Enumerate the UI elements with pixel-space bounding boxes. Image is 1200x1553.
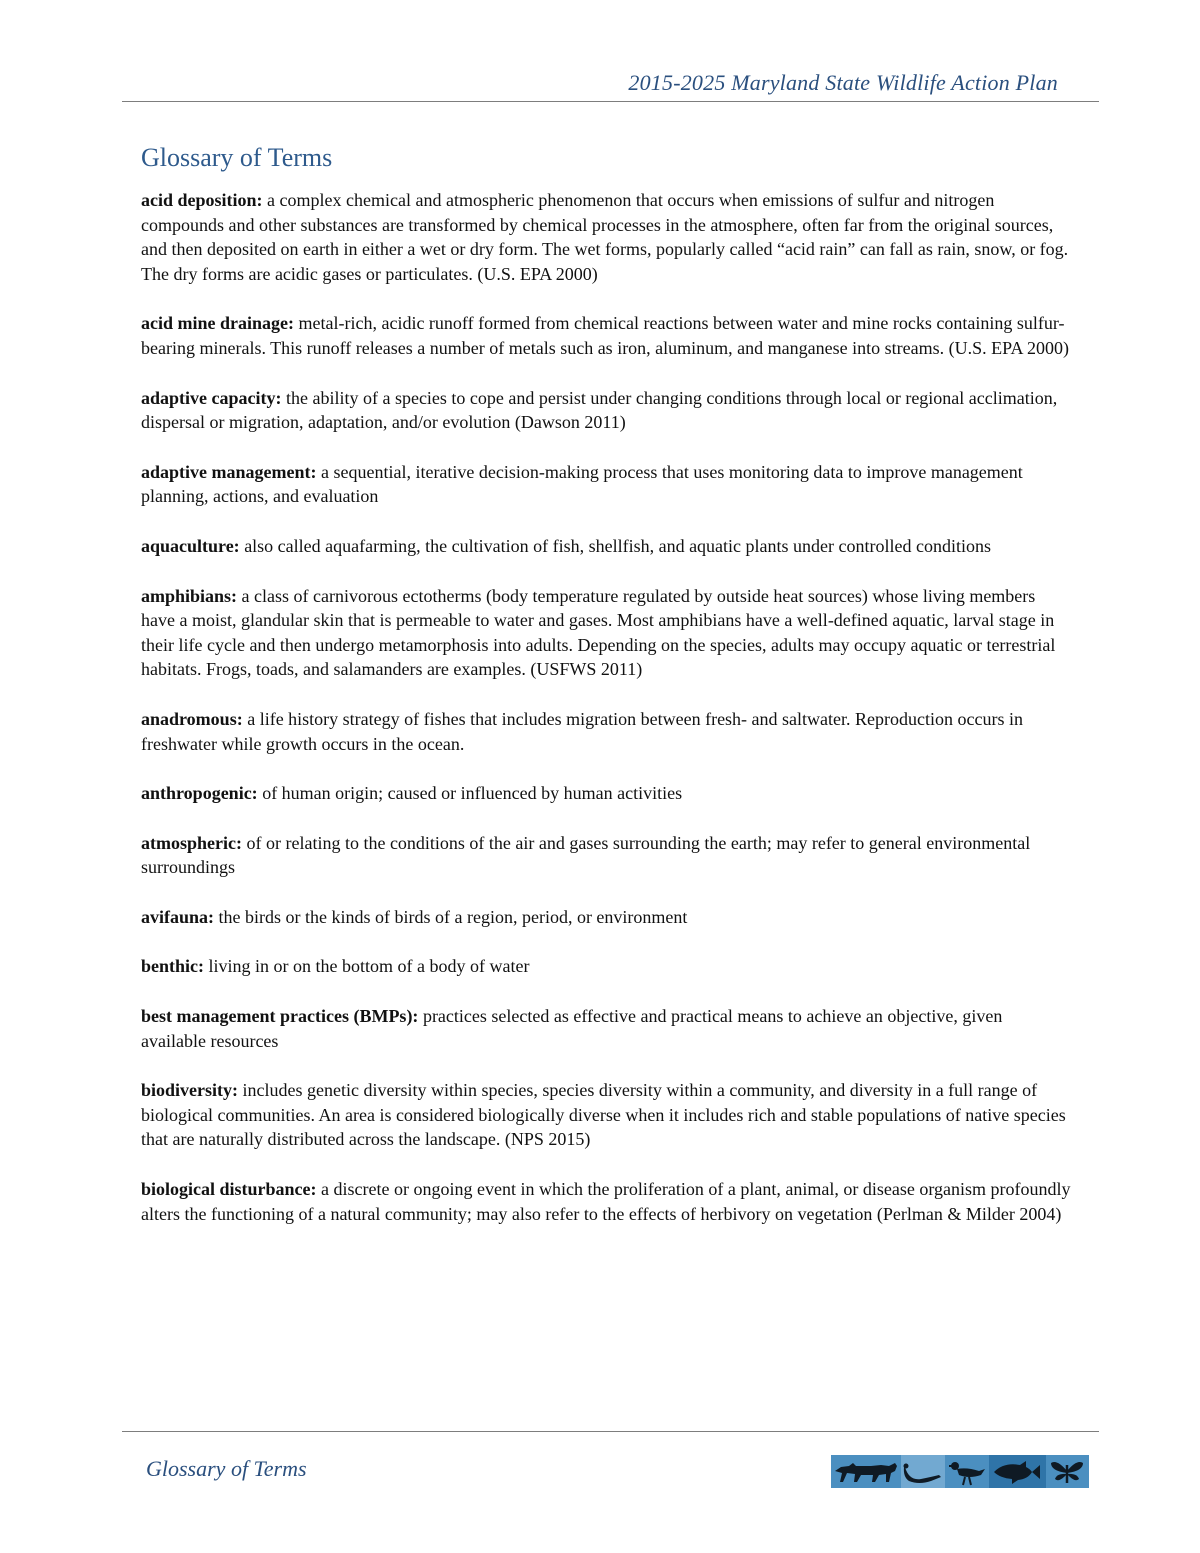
- glossary-entry: [141, 1004, 1071, 1053]
- glossary-definition: living in or on the bottom of a body of water: [204, 956, 530, 977]
- glossary-definition: a class of carnivorous ectotherms (body temperature regulated by outside heat sources) whose living members have a moist, glandular skin that is permeable to water and gases. Most amphibians have a well-defined aquatic, larval stage in their life cycle and then undergo metamorphosis into adults. Depending on the species, adults may occupy aquatic or terrestrial habitats. Frogs, toads, and salamanders are examples. (USFWS 2011): [141, 585, 1056, 680]
- glossary-term: anadromous:: [141, 708, 243, 729]
- shorebird-icon: [945, 1455, 989, 1488]
- running-header: 2015-2025 Maryland State Wildlife Action Plan: [628, 70, 1058, 95]
- glossary-definition: a complex chemical and atmospheric phenomenon that occurs when emissions of sulfur and nitrogen compounds and other substances are transformed by chemical processes in the atmosphere, often far from the original sources, and then deposited on earth in either a wet or dry form. The wet forms, popularly called “acid rain” can fall as rain, snow, or fog. The dry forms are acidic gases or particulates. (U.S. EPA 2000): [141, 190, 1069, 284]
- glossary-entry: [141, 831, 1071, 880]
- glossary-entry: [141, 781, 1071, 806]
- salamander-icon: [901, 1455, 945, 1488]
- glossary-entry: [141, 954, 1071, 979]
- glossary-term: avifauna:: [141, 906, 215, 927]
- glossary-term: biodiversity:: [141, 1080, 238, 1101]
- glossary-definition: includes genetic diversity within species, species diversity within a community, and diversity in a full range of biological communities. An area is considered biologically diverse when it includes rich and stable populations of native species that are naturally distributed across the landscape. (NPS 2015): [141, 1080, 1066, 1150]
- page-title: Glossary of Terms: [141, 143, 333, 172]
- glossary-term: adaptive management:: [141, 461, 317, 482]
- glossary-term: atmospheric:: [141, 832, 242, 853]
- glossary-entry: [141, 311, 1071, 360]
- glossary-definition: metal-rich, acidic runoff formed from chemical reactions between water and mine rocks containing sulfur-bearing minerals. This runoff releases a number of metals such as iron, aluminum, and manganese into streams. (U.S. EPA 2000): [141, 313, 1069, 358]
- glossary-entry: [141, 1177, 1071, 1226]
- glossary-definition: of or relating to the conditions of the air and gases surrounding the earth; may refer to general environmental surroundings: [141, 832, 1031, 878]
- butterfly-icon: [1046, 1455, 1089, 1488]
- glossary-definition: practices selected as effective and practical means to achieve an objective, given available resources: [141, 1006, 1003, 1051]
- glossary-definition: a life history strategy of fishes that includes migration between fresh- and saltwater. Reproduction occurs in freshwater while growth occurs in the ocean.: [141, 708, 1023, 754]
- glossary-term: benthic:: [141, 956, 204, 977]
- bobcat-icon: [831, 1455, 901, 1488]
- glossary-entry: [141, 707, 1071, 756]
- glossary-entry: [141, 386, 1071, 435]
- fish-icon: [989, 1455, 1046, 1488]
- glossary-definition: the ability of a species to cope and persist under changing conditions through local or regional acclimation, dispersal or migration, adaptation, and/or evolution (Dawson 2011): [141, 387, 1058, 433]
- footer-divider: [122, 1431, 1099, 1432]
- glossary-definition: also called aquafarming, the cultivation of fish, shellfish, and aquatic plants under controlled conditions: [239, 535, 991, 556]
- running-footer: Glossary of Terms: [146, 1456, 307, 1481]
- glossary-term: aquaculture:: [141, 535, 240, 556]
- glossary-term: best management practices (BMPs):: [141, 1006, 419, 1027]
- glossary-term: acid deposition:: [141, 190, 263, 210]
- glossary-entry: [141, 1078, 1071, 1152]
- glossary-definition: the birds or the kinds of birds of a region, period, or environment: [214, 906, 688, 927]
- glossary-entry: [141, 905, 1071, 930]
- glossary-term: amphibians:: [141, 585, 238, 606]
- wildlife-icon-strip: [831, 1455, 1089, 1488]
- glossary-content: [141, 142, 1071, 1251]
- header-divider: [122, 101, 1099, 102]
- glossary-definition: of human origin; caused or influenced by human activities: [257, 783, 683, 804]
- glossary-term: biological disturbance:: [141, 1179, 317, 1200]
- glossary-entry: [141, 584, 1071, 682]
- glossary-entry: [141, 188, 1071, 286]
- glossary-definition: a sequential, iterative decision-making process that uses monitoring data to improve management planning, actions, and evaluation: [141, 461, 1023, 507]
- glossary-definition: a discrete or ongoing event in which the proliferation of a plant, animal, or disease organism profoundly alters the functioning of a natural community; may also refer to the effects of herbivory on vegetation (Perlman & Milder 2004): [141, 1179, 1071, 1224]
- glossary-entry: [141, 534, 1071, 559]
- glossary-term: acid mine drainage:: [141, 313, 294, 334]
- glossary-term: adaptive capacity:: [141, 387, 282, 408]
- glossary-entry: [141, 460, 1071, 509]
- glossary-term: anthropogenic:: [141, 783, 258, 804]
